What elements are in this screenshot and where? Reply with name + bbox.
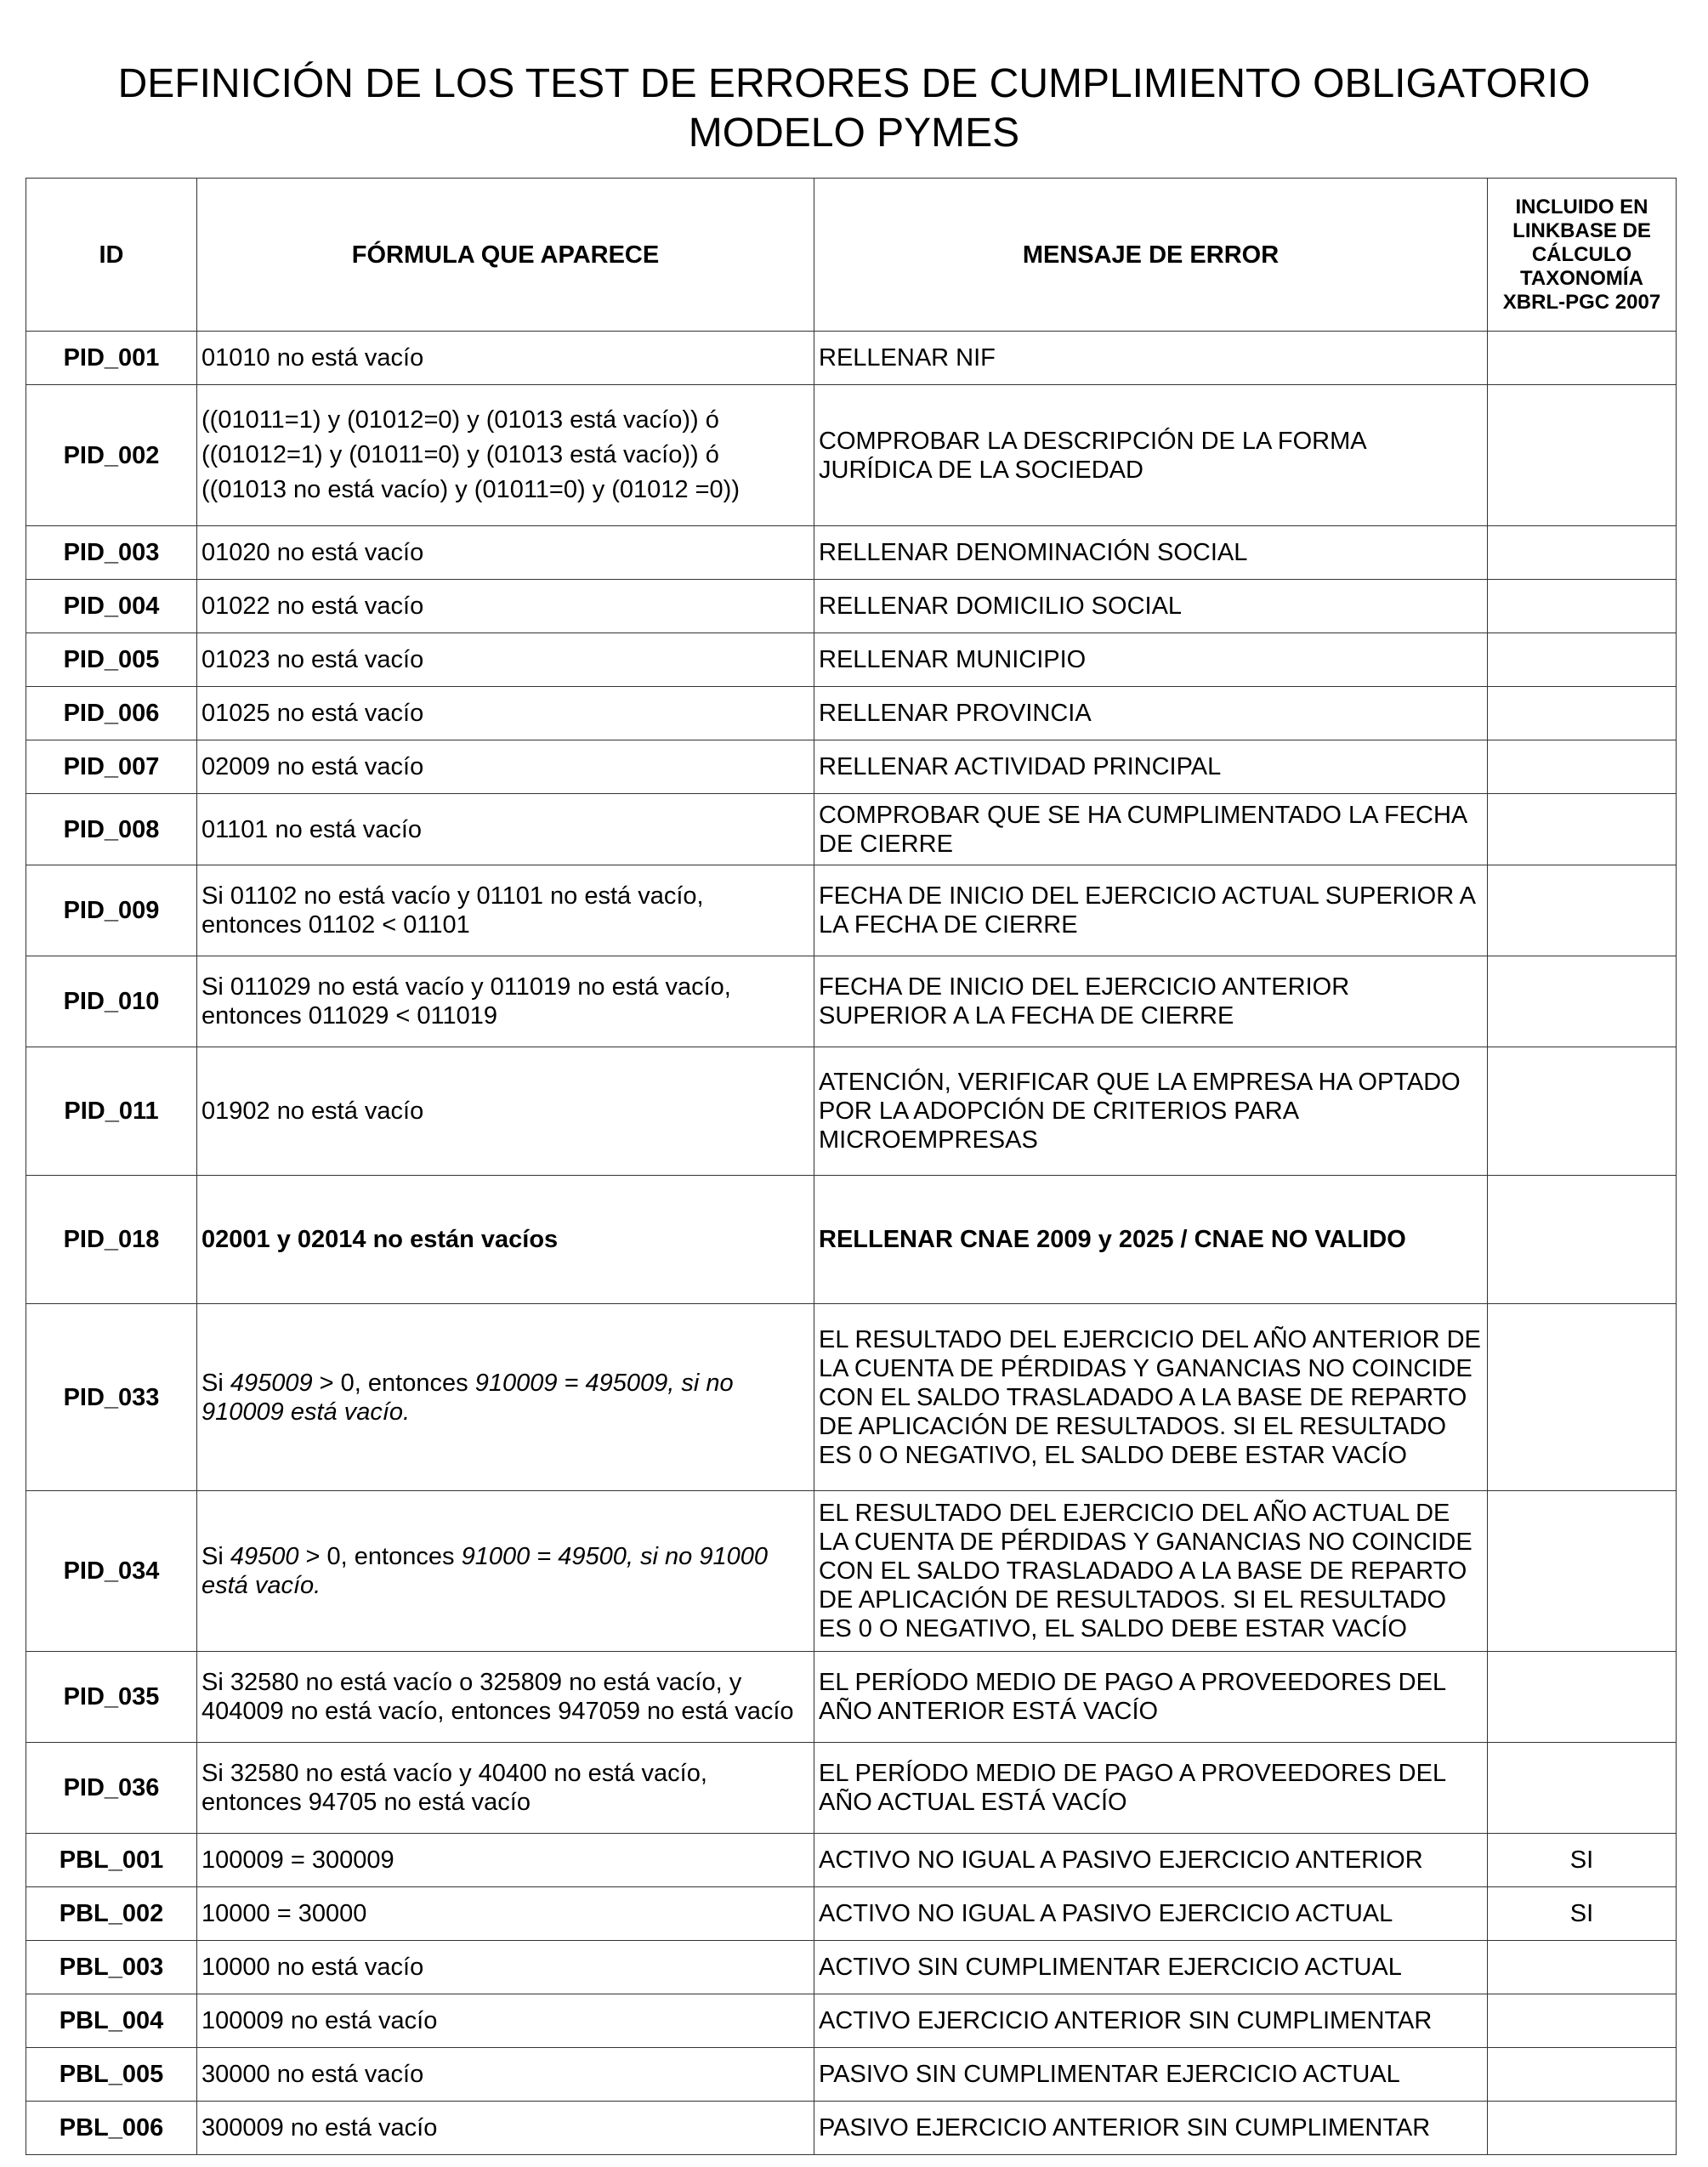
cell-formula: Si 32580 no está vacío o 325809 no está vacío, y 404009 no está vacío, entonces 947059 no está vacío	[197, 1652, 814, 1743]
formula-part: 49500	[230, 1543, 299, 1570]
formula-line: ((01013 no está vacío) y (01011=0) y (01012 =0))	[201, 476, 741, 503]
cell-formula	[197, 385, 814, 526]
cell-message: RELLENAR ACTIVIDAD PRINCIPAL	[814, 740, 1488, 794]
cell-formula: 01101 no está vacío	[197, 794, 814, 865]
cell-id: PBL_002	[26, 1887, 197, 1941]
table-row	[26, 1652, 1677, 1743]
cell-id: PID_002	[26, 385, 197, 526]
cell-formula: 01902 no está vacío	[197, 1047, 814, 1176]
cell-id: PID_005	[26, 633, 197, 687]
cell-id: PID_011	[26, 1047, 197, 1176]
page-title-line-2: MODELO PYMES	[688, 111, 1020, 156]
table-row	[26, 1491, 1677, 1652]
cell-message: ACTIVO EJERCICIO ANTERIOR SIN CUMPLIMENTAR	[814, 1994, 1488, 2048]
cell-message: ACTIVO NO IGUAL A PASIVO EJERCICIO ANTERIOR	[814, 1834, 1488, 1887]
error-tests-table	[26, 178, 1677, 2155]
table-row	[26, 2048, 1677, 2102]
table-row	[26, 865, 1677, 956]
cell-formula: 01010 no está vacío	[197, 332, 814, 385]
cell-included	[1488, 956, 1677, 1047]
cell-included	[1488, 794, 1677, 865]
table-header-row	[26, 179, 1677, 332]
cell-message: FECHA DE INICIO DEL EJERCICIO ACTUAL SUPERIOR A LA FECHA DE CIERRE	[814, 865, 1488, 956]
cell-formula: 30000 no está vacío	[197, 2048, 814, 2102]
cell-message: PASIVO SIN CUMPLIMENTAR EJERCICIO ACTUAL	[814, 2048, 1488, 2102]
table-row	[26, 1743, 1677, 1834]
cell-included	[1488, 1491, 1677, 1652]
table-row	[26, 794, 1677, 865]
cell-message: ACTIVO NO IGUAL A PASIVO EJERCICIO ACTUAL	[814, 1887, 1488, 1941]
formula-part: 495009	[230, 1369, 313, 1397]
table-row	[26, 1176, 1677, 1304]
cell-included	[1488, 1176, 1677, 1304]
table-row	[26, 2102, 1677, 2155]
cell-included	[1488, 2102, 1677, 2155]
header-formula: FÓRMULA QUE APARECE	[197, 179, 814, 332]
cell-formula: 01023 no está vacío	[197, 633, 814, 687]
cell-formula: 10000 = 30000	[197, 1887, 814, 1941]
cell-message: FECHA DE INICIO DEL EJERCICIO ANTERIOR SUPERIOR A LA FECHA DE CIERRE	[814, 956, 1488, 1047]
cell-message: ATENCIÓN, VERIFICAR QUE LA EMPRESA HA OPTADO POR LA ADOPCIÓN DE CRITERIOS PARA MICROEMPRESAS	[814, 1047, 1488, 1176]
cell-message: COMPROBAR LA DESCRIPCIÓN DE LA FORMA JURÍDICA DE LA SOCIEDAD	[814, 385, 1488, 526]
cell-id: PID_018	[26, 1176, 197, 1304]
formula-part: Si	[201, 1543, 230, 1570]
cell-included	[1488, 332, 1677, 385]
cell-included	[1488, 633, 1677, 687]
table-row	[26, 1887, 1677, 1941]
cell-message: EL RESULTADO DEL EJERCICIO DEL AÑO ANTERIOR DE LA CUENTA DE PÉRDIDAS Y GANANCIAS NO COINCIDE CON EL SALDO TRASLADADO A LA BASE DE REPARTO DE APLICACIÓN DE RESULTADOS. SI EL RESULTADO ES 0 O NEGATIVO, EL SALDO DEBE ESTAR VACÍO	[814, 1304, 1488, 1491]
table-row	[26, 1834, 1677, 1887]
page-title-line-1: DEFINICIÓN DE LOS TEST DE ERRORES DE CUMPLIMIENTO OBLIGATORIO	[117, 61, 1591, 107]
formula-part: > 0, entonces	[312, 1369, 475, 1397]
cell-formula: 100009 = 300009	[197, 1834, 814, 1887]
cell-formula: 01020 no está vacío	[197, 526, 814, 580]
table-row	[26, 1941, 1677, 1994]
cell-id: PID_034	[26, 1491, 197, 1652]
cell-included	[1488, 1941, 1677, 1994]
cell-id: PBL_005	[26, 2048, 197, 2102]
cell-formula: 10000 no está vacío	[197, 1941, 814, 1994]
cell-formula: 01022 no está vacío	[197, 580, 814, 633]
header-message: MENSAJE DE ERROR	[814, 179, 1488, 332]
table-row	[26, 580, 1677, 633]
cell-formula: Si 32580 no está vacío y 40400 no está vacío, entonces 94705 no está vacío	[197, 1743, 814, 1834]
page-title	[0, 60, 1708, 158]
table-row	[26, 740, 1677, 794]
cell-formula: Si 011029 no está vacío y 011019 no está vacío, entonces 011029 < 011019	[197, 956, 814, 1047]
cell-message: RELLENAR DOMICILIO SOCIAL	[814, 580, 1488, 633]
table-row	[26, 385, 1677, 526]
cell-message: COMPROBAR QUE SE HA CUMPLIMENTADO LA FECHA DE CIERRE	[814, 794, 1488, 865]
cell-formula: 100009 no está vacío	[197, 1994, 814, 2048]
table-row	[26, 687, 1677, 740]
cell-id: PBL_004	[26, 1994, 197, 2048]
cell-formula	[197, 1304, 814, 1491]
cell-included	[1488, 1047, 1677, 1176]
table-row	[26, 1994, 1677, 2048]
header-id: ID	[26, 179, 197, 332]
cell-included: SI	[1488, 1834, 1677, 1887]
formula-part: > 0, entonces	[298, 1543, 462, 1570]
table-row	[26, 1047, 1677, 1176]
formula-line: ((01012=1) y (01011=0) y (01013 está vacío)) ó	[201, 441, 719, 468]
cell-id: PID_001	[26, 332, 197, 385]
cell-id: PID_006	[26, 687, 197, 740]
header-included: INCLUIDO EN LINKBASE DE CÁLCULO TAXONOMÍA XBRL-PGC 2007	[1488, 179, 1677, 332]
cell-message: RELLENAR NIF	[814, 332, 1488, 385]
cell-id: PID_035	[26, 1652, 197, 1743]
cell-included	[1488, 1652, 1677, 1743]
cell-id: PBL_001	[26, 1834, 197, 1887]
cell-included	[1488, 1994, 1677, 2048]
table-row	[26, 332, 1677, 385]
cell-message: PASIVO EJERCICIO ANTERIOR SIN CUMPLIMENTAR	[814, 2102, 1488, 2155]
formula-line: ((01011=1) y (01012=0) y (01013 está vacío)) ó	[201, 406, 719, 434]
table-row	[26, 526, 1677, 580]
cell-included	[1488, 740, 1677, 794]
cell-id: PID_010	[26, 956, 197, 1047]
cell-message: EL PERÍODO MEDIO DE PAGO A PROVEEDORES DEL AÑO ACTUAL ESTÁ VACÍO	[814, 1743, 1488, 1834]
cell-message: RELLENAR PROVINCIA	[814, 687, 1488, 740]
cell-message: RELLENAR CNAE 2009 y 2025 / CNAE NO VALIDO	[814, 1176, 1488, 1304]
cell-formula: 300009 no está vacío	[197, 2102, 814, 2155]
formula-part: 91000 = 49500, si no 91000 está vacío.	[201, 1543, 768, 1599]
table-row	[26, 633, 1677, 687]
cell-included	[1488, 526, 1677, 580]
cell-formula: 01025 no está vacío	[197, 687, 814, 740]
cell-message: EL RESULTADO DEL EJERCICIO DEL AÑO ACTUAL DE LA CUENTA DE PÉRDIDAS Y GANANCIAS NO COINCIDE CON EL SALDO TRASLADADO A LA BASE DE REPARTO DE APLICACIÓN DE RESULTADOS. SI EL RESULTADO ES 0 O NEGATIVO, EL SALDO DEBE ESTAR VACÍO	[814, 1491, 1488, 1652]
cell-included	[1488, 580, 1677, 633]
cell-included	[1488, 2048, 1677, 2102]
cell-included: SI	[1488, 1887, 1677, 1941]
cell-id: PID_033	[26, 1304, 197, 1491]
cell-message: EL PERÍODO MEDIO DE PAGO A PROVEEDORES DEL AÑO ANTERIOR ESTÁ VACÍO	[814, 1652, 1488, 1743]
table-row	[26, 956, 1677, 1047]
cell-included	[1488, 1304, 1677, 1491]
cell-id: PBL_003	[26, 1941, 197, 1994]
cell-formula	[197, 1491, 814, 1652]
cell-id: PID_008	[26, 794, 197, 865]
formula-part: 910009 = 495009, si no 910009 está vacío.	[201, 1369, 734, 1426]
table-row	[26, 1304, 1677, 1491]
formula-part: Si	[201, 1369, 230, 1397]
cell-id: PID_007	[26, 740, 197, 794]
cell-formula: 02009 no está vacío	[197, 740, 814, 794]
table-body	[26, 332, 1677, 2155]
cell-id: PID_004	[26, 580, 197, 633]
cell-included	[1488, 385, 1677, 526]
cell-included	[1488, 865, 1677, 956]
cell-formula: 02001 y 02014 no están vacíos	[197, 1176, 814, 1304]
cell-id: PID_009	[26, 865, 197, 956]
cell-included	[1488, 1743, 1677, 1834]
cell-message: RELLENAR MUNICIPIO	[814, 633, 1488, 687]
cell-formula: Si 01102 no está vacío y 01101 no está vacío, entonces 01102 < 01101	[197, 865, 814, 956]
cell-id: PID_036	[26, 1743, 197, 1834]
cell-id: PBL_006	[26, 2102, 197, 2155]
cell-included	[1488, 687, 1677, 740]
cell-message: RELLENAR DENOMINACIÓN SOCIAL	[814, 526, 1488, 580]
cell-id: PID_003	[26, 526, 197, 580]
cell-message: ACTIVO SIN CUMPLIMENTAR EJERCICIO ACTUAL	[814, 1941, 1488, 1994]
